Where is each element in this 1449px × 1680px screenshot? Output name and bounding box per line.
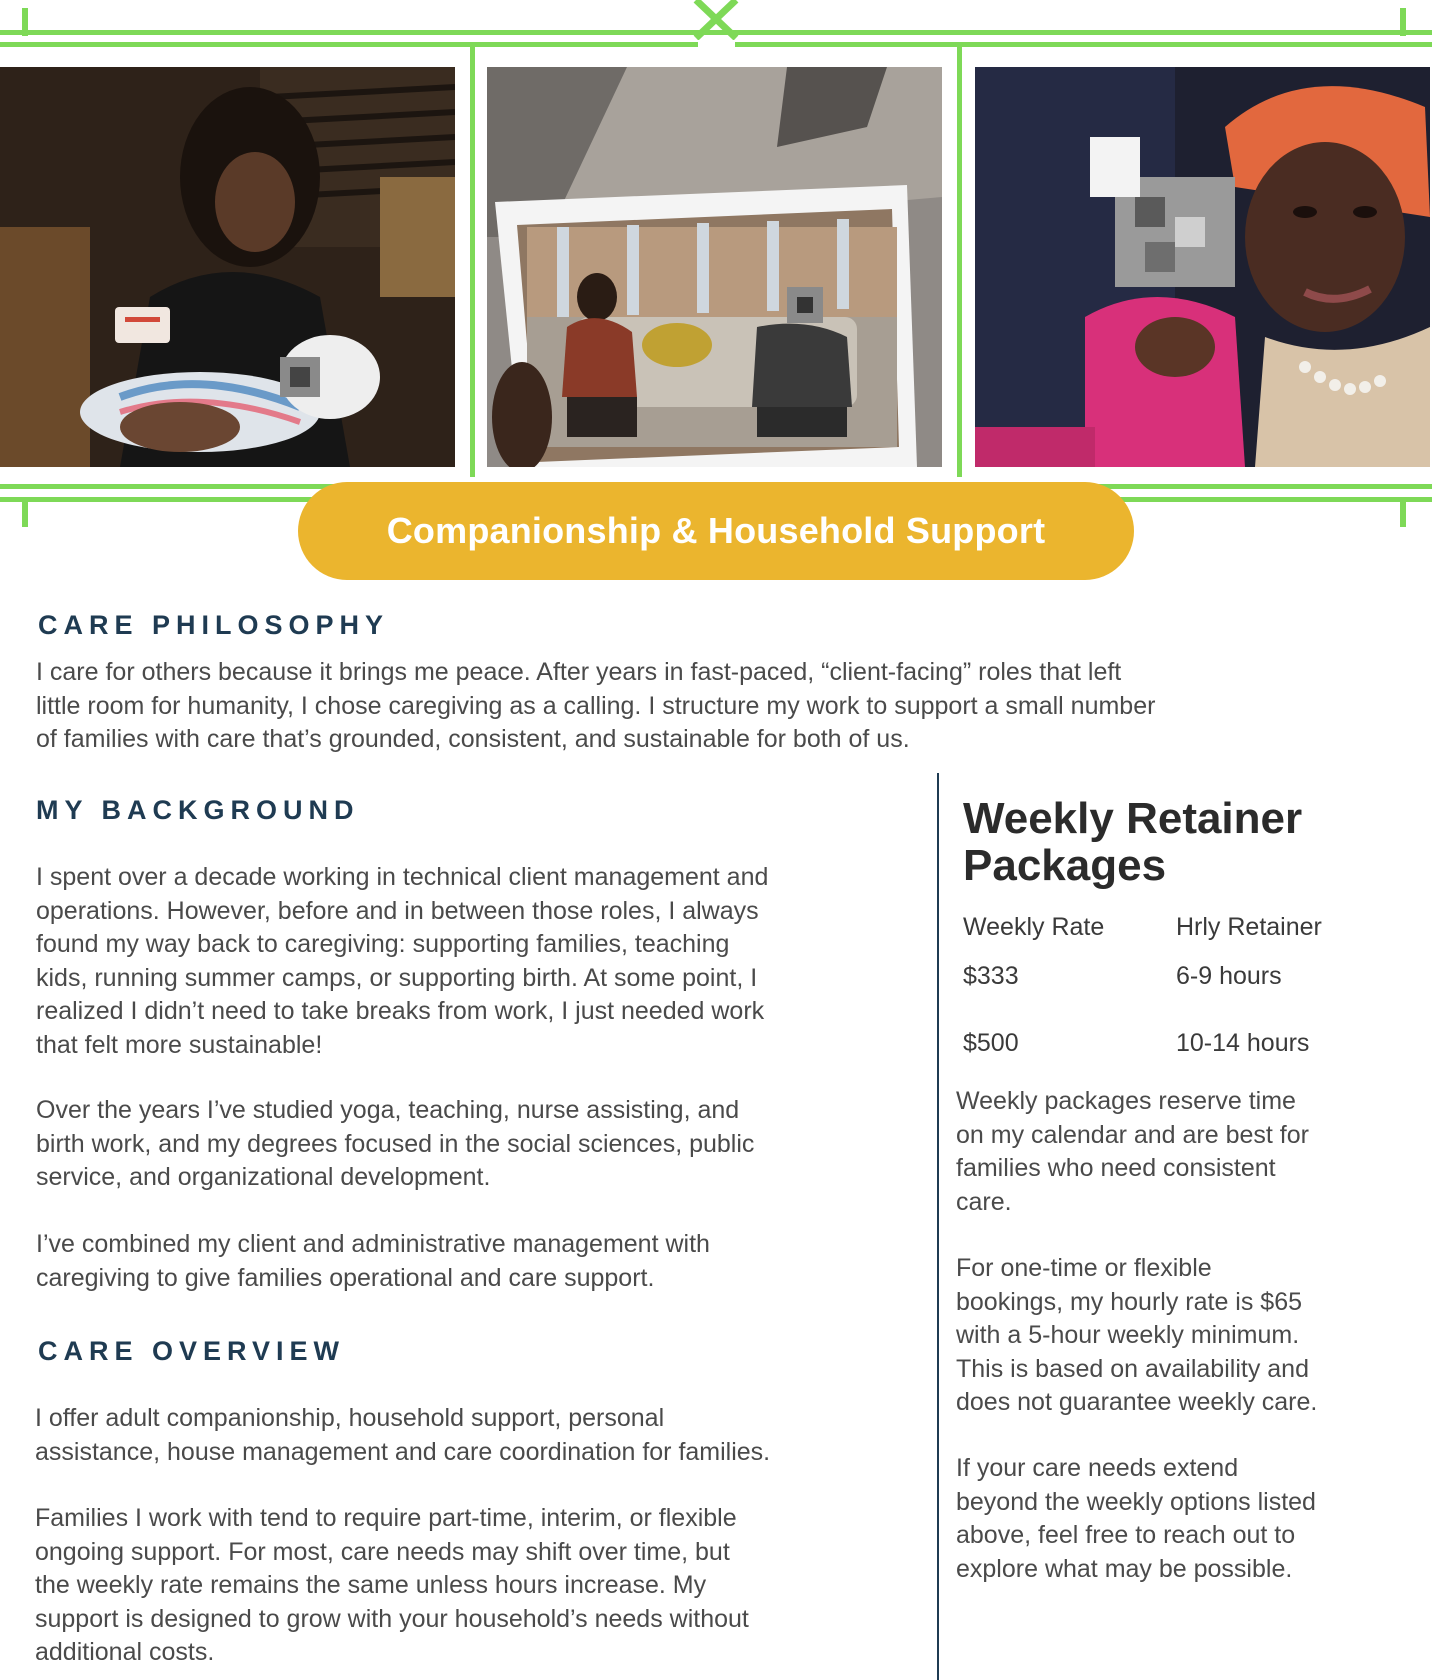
x-ornament-icon (690, 0, 742, 40)
my-background-heading: MY BACKGROUND (36, 795, 360, 825)
title-banner (298, 482, 1134, 580)
care-overview-heading: CARE OVERVIEW (38, 1336, 346, 1366)
column-divider (937, 773, 939, 1680)
packages-paragraph-2: For one-time or flexible bookings, my hourly rate is $65 with a 5-hour weekly minimum. This is based on availability and does not guarantee weekly care. (956, 1254, 1318, 1416)
rate-cell: $333 (963, 962, 1019, 990)
col-header-hrly-retainer: Hrly Retainer (1176, 913, 1322, 941)
col-header-weekly-rate: Weekly Rate (963, 913, 1105, 941)
photo-selfie-with-child (975, 67, 1430, 467)
banner-title: Companionship & Household Support (386, 510, 1046, 551)
background-paragraph-3: I’ve combined my client and administrative management with caregiving to give families operational and care support. (36, 1230, 710, 1292)
overview-paragraph-2: Families I work with tend to require part-time, interim, or flexible ongoing support. For most, care needs may shift over time, but the weekly rate remains the same unless hours increase. My support is designed to grow with your household’s needs without additional costs. (35, 1504, 749, 1666)
rate-cell: $500 (963, 1029, 1019, 1057)
hours-cell: 10-14 hours (1176, 1029, 1310, 1057)
hours-cell: 6-9 hours (1176, 962, 1282, 990)
packages-paragraph-3: If your care needs extend beyond the weekly options listed above, feel free to reach out to explore what may be possible. (956, 1454, 1316, 1583)
care-philosophy-text: I care for others because it brings me peace. After years in fast-paced, “client-facing” roles that left little room for humanity, I chose caregiving as a calling. I structure my work to support a small number of families with care that’s grounded, consistent, and sustainable for both of us. (36, 658, 1156, 753)
photo-caregiver-holding-newborn (0, 67, 455, 467)
packages-title: Weekly Retainer Packages (963, 794, 1303, 890)
packages-paragraph-1: Weekly packages reserve time on my calendar and are best for families who need consistent care. (956, 1087, 1309, 1216)
background-paragraph-2: Over the years I’ve studied yoga, teaching, nurse assisting, and birth work, and my degrees focused in the social sciences, public service, and organizational development. (36, 1096, 755, 1191)
care-philosophy-heading: CARE PHILOSOPHY (38, 610, 390, 640)
background-paragraph-1: I spent over a decade working in technical client management and operations. However, before and in between those roles, I always found my way back to caregiving: supporting families, teaching kids, running summer camps, or supporting birth. At some point, I realized I didn’t need to take breaks from work, I just needed work that felt more sustainable! (36, 863, 769, 1059)
photo-held-printed-photo (487, 67, 942, 467)
overview-paragraph-1: I offer adult companionship, household support, personal assistance, house management and care coordination for families. (35, 1404, 771, 1466)
